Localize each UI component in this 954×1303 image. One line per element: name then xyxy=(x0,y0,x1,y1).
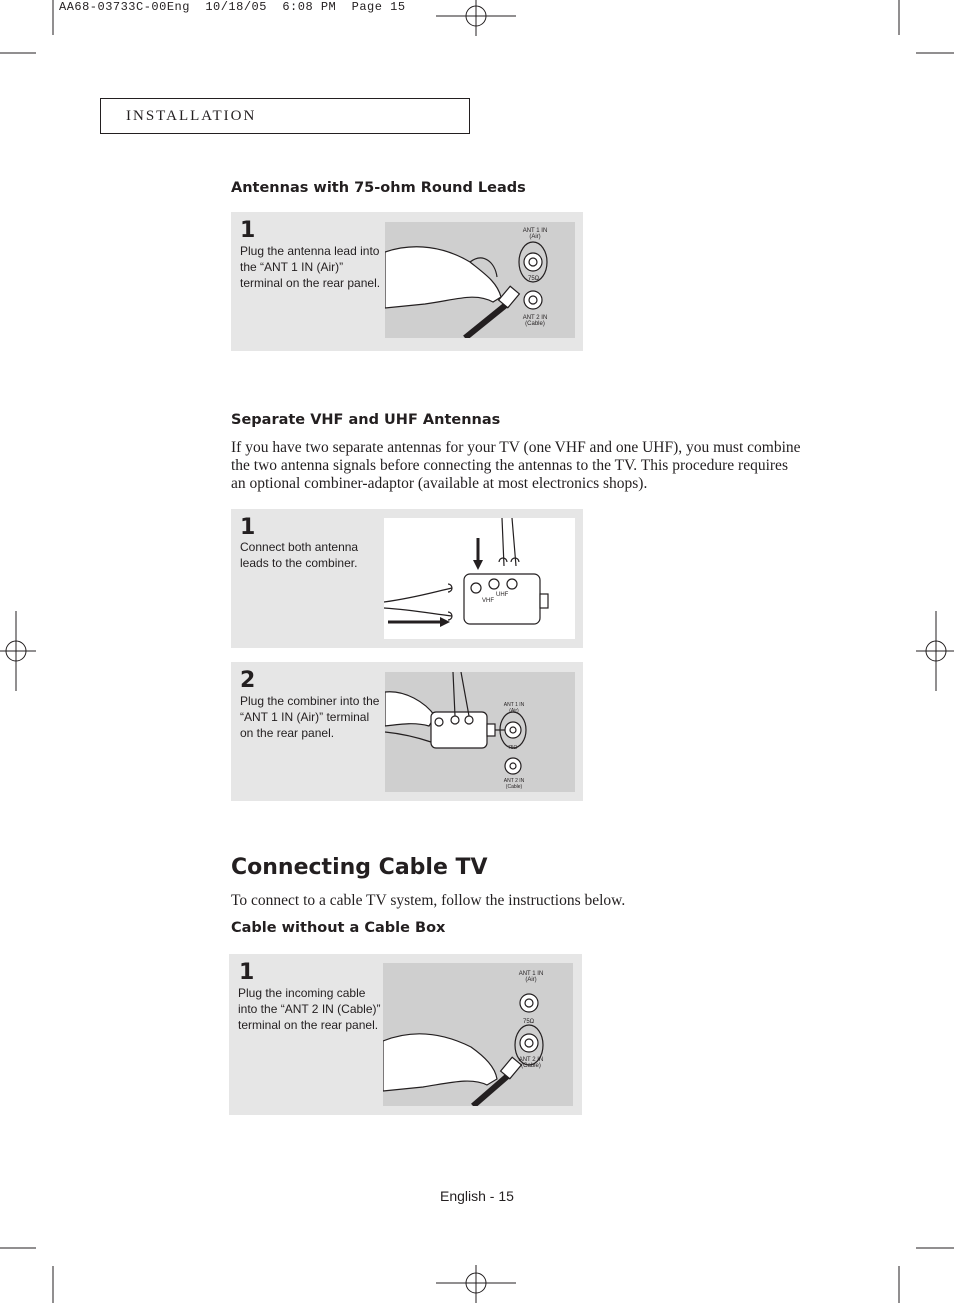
antennas-75-step1-panel xyxy=(231,212,583,351)
step-text: Plug the combiner into the “ANT 1 IN (Air)” terminal on the rear panel. xyxy=(240,694,380,740)
step-number: 2 xyxy=(240,668,256,693)
step-text: Plug the antenna lead into the “ANT 1 IN (Air)” terminal on the rear panel. xyxy=(240,244,381,290)
antennas-75-heading: Antennas with 75-ohm Round Leads xyxy=(231,180,526,196)
ant1-label: ANT 1 IN (Air) xyxy=(518,971,544,983)
vhf-uhf-intro: If you have two separate antennas for your TV (one VHF and one UHF), you must combine the two antenna signals before connecting the antennas to the TV. This procedure requires an optional combiner-adaptor (available at most electronics shops). xyxy=(231,439,801,492)
ant2-label: ANT 2 IN (Cable) xyxy=(518,1057,544,1069)
section-title: INSTALLATION xyxy=(126,108,257,124)
step-text: Plug the incoming cable into the “ANT 2 IN (Cable)” terminal on the rear panel. xyxy=(238,986,381,1032)
uhf-label: UHF xyxy=(496,592,509,598)
step-text: Connect both antenna leads to the combiner. xyxy=(240,540,359,570)
print-header: AA68-03733C-00Eng 10/18/05 6:08 PM Page 15 xyxy=(59,0,406,14)
vhf-label: VHF xyxy=(482,598,494,604)
ant2-label: ANT 2 IN (Cable) xyxy=(522,315,548,327)
cable-tv-step1-panel xyxy=(229,954,582,1115)
antenna-lead-illustration xyxy=(385,222,575,338)
cable-tv-heading: Connecting Cable TV xyxy=(231,855,488,880)
combiner-to-terminal-illustration xyxy=(385,672,575,792)
step-number: 1 xyxy=(239,960,255,985)
ant1-label: ANT 1 IN (Air) xyxy=(522,228,548,240)
page-number: English - 15 xyxy=(440,1188,514,1204)
vhf-uhf-step1-panel xyxy=(231,509,583,648)
cable-illustration xyxy=(383,963,573,1106)
ant1-label: ANT 1 IN (Air) xyxy=(503,702,525,714)
combiner-illustration xyxy=(384,518,575,639)
ant2-label: ANT 2 IN (Cable) xyxy=(503,778,525,790)
ohm-label: 75Ω xyxy=(528,276,540,282)
vhf-uhf-step2-panel xyxy=(231,662,583,801)
cable-tv-intro: To connect to a cable TV system, follow the instructions below. xyxy=(231,892,626,909)
step-number: 1 xyxy=(240,515,256,540)
cable-tv-subheading: Cable without a Cable Box xyxy=(231,920,446,936)
ohm-label: 75Ω xyxy=(523,1019,535,1025)
step-number: 1 xyxy=(240,218,256,243)
vhf-uhf-heading: Separate VHF and UHF Antennas xyxy=(231,412,501,428)
ohm-label: 75Ω xyxy=(508,745,518,751)
